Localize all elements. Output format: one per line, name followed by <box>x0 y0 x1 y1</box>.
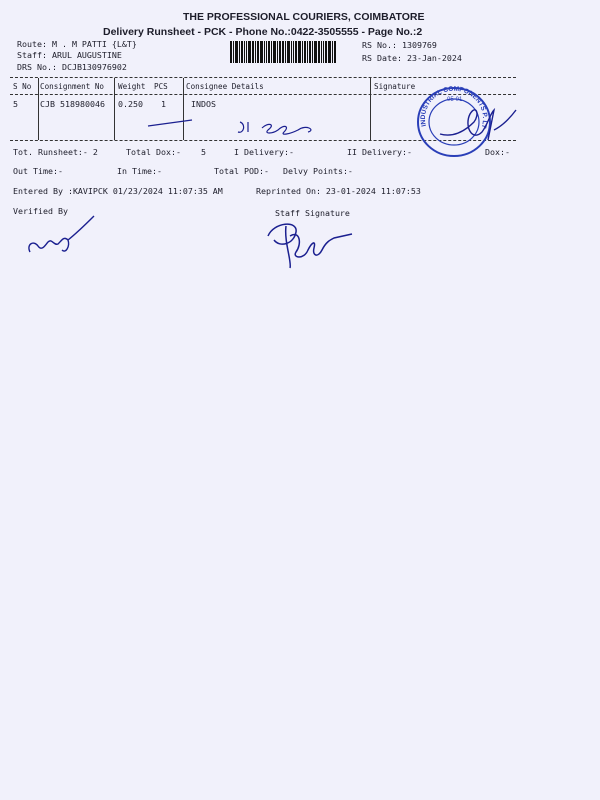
staff-signature <box>256 214 356 272</box>
row-weight: 0.250 <box>118 99 143 109</box>
verified-by-signature <box>24 214 98 258</box>
out-time: Out Time:- <box>13 166 63 176</box>
col-header-signature: Signature <box>374 82 416 91</box>
staff-name: Staff: ARUL AUGUSTINE <box>17 50 122 60</box>
runsheet-title: Delivery Runsheet - PCK - Phone No.:0422-3505555 - Page No.:2 <box>103 26 423 38</box>
in-time: In Time:- <box>117 166 162 176</box>
col-divider <box>370 78 371 140</box>
col-header-sno: S No <box>13 82 32 91</box>
verified-by-label: Verified By <box>13 206 68 216</box>
row-pcs: 1 <box>161 99 166 109</box>
drs-number: DRS No.: DCJB130976902 <box>17 62 127 72</box>
col-header-consignment: Consignment No <box>40 82 105 91</box>
stamp-text: INDUSTRIAL COMPONENTS P. LTD <box>413 81 489 129</box>
total-pod: Total POD:- <box>214 166 269 176</box>
route: Route: M . M PATTI {L&T} <box>17 39 137 49</box>
col-header-consignee: Consignee Details <box>186 82 264 91</box>
company-name: THE PROFESSIONAL COURIERS, COIMBATORE <box>183 11 425 23</box>
stamp-center-text: 05-01 <box>447 97 463 103</box>
row-sno: 5 <box>13 99 18 109</box>
col-header-weight: Weight <box>118 82 146 91</box>
i-delivery: I Delivery:- <box>234 147 294 157</box>
rs-number: RS No.: 1309769 <box>362 40 437 50</box>
total-dox-value: 5 <box>201 147 206 157</box>
reprinted-on: Reprinted On: 23-01-2024 11:07:53 <box>256 186 421 196</box>
non-dox-label: Dox:- <box>485 147 510 157</box>
ii-delivery: II Delivery:- <box>347 147 412 157</box>
staff-signature-label: Staff Signature <box>275 208 350 218</box>
total-runsheet: Tot. Runsheet:- 2 <box>13 147 98 157</box>
handwritten-note <box>140 108 330 138</box>
col-divider <box>38 78 39 140</box>
delvy-points: Delvy Points:- <box>283 166 353 176</box>
row-consignment: CJB 518980046 <box>40 99 105 109</box>
consignee-signature <box>436 100 520 150</box>
col-divider <box>114 78 115 140</box>
table-top-rule <box>10 77 516 78</box>
row-consignee: INDOS <box>191 99 216 109</box>
col-header-pcs: PCS <box>154 82 168 91</box>
entered-by: Entered By :KAVIPCK 01/23/2024 11:07:35 AM <box>13 186 223 196</box>
barcode-image <box>230 41 354 63</box>
rs-date: RS Date: 23-Jan-2024 <box>362 53 462 63</box>
total-dox-label: Total Dox:- <box>126 147 181 157</box>
